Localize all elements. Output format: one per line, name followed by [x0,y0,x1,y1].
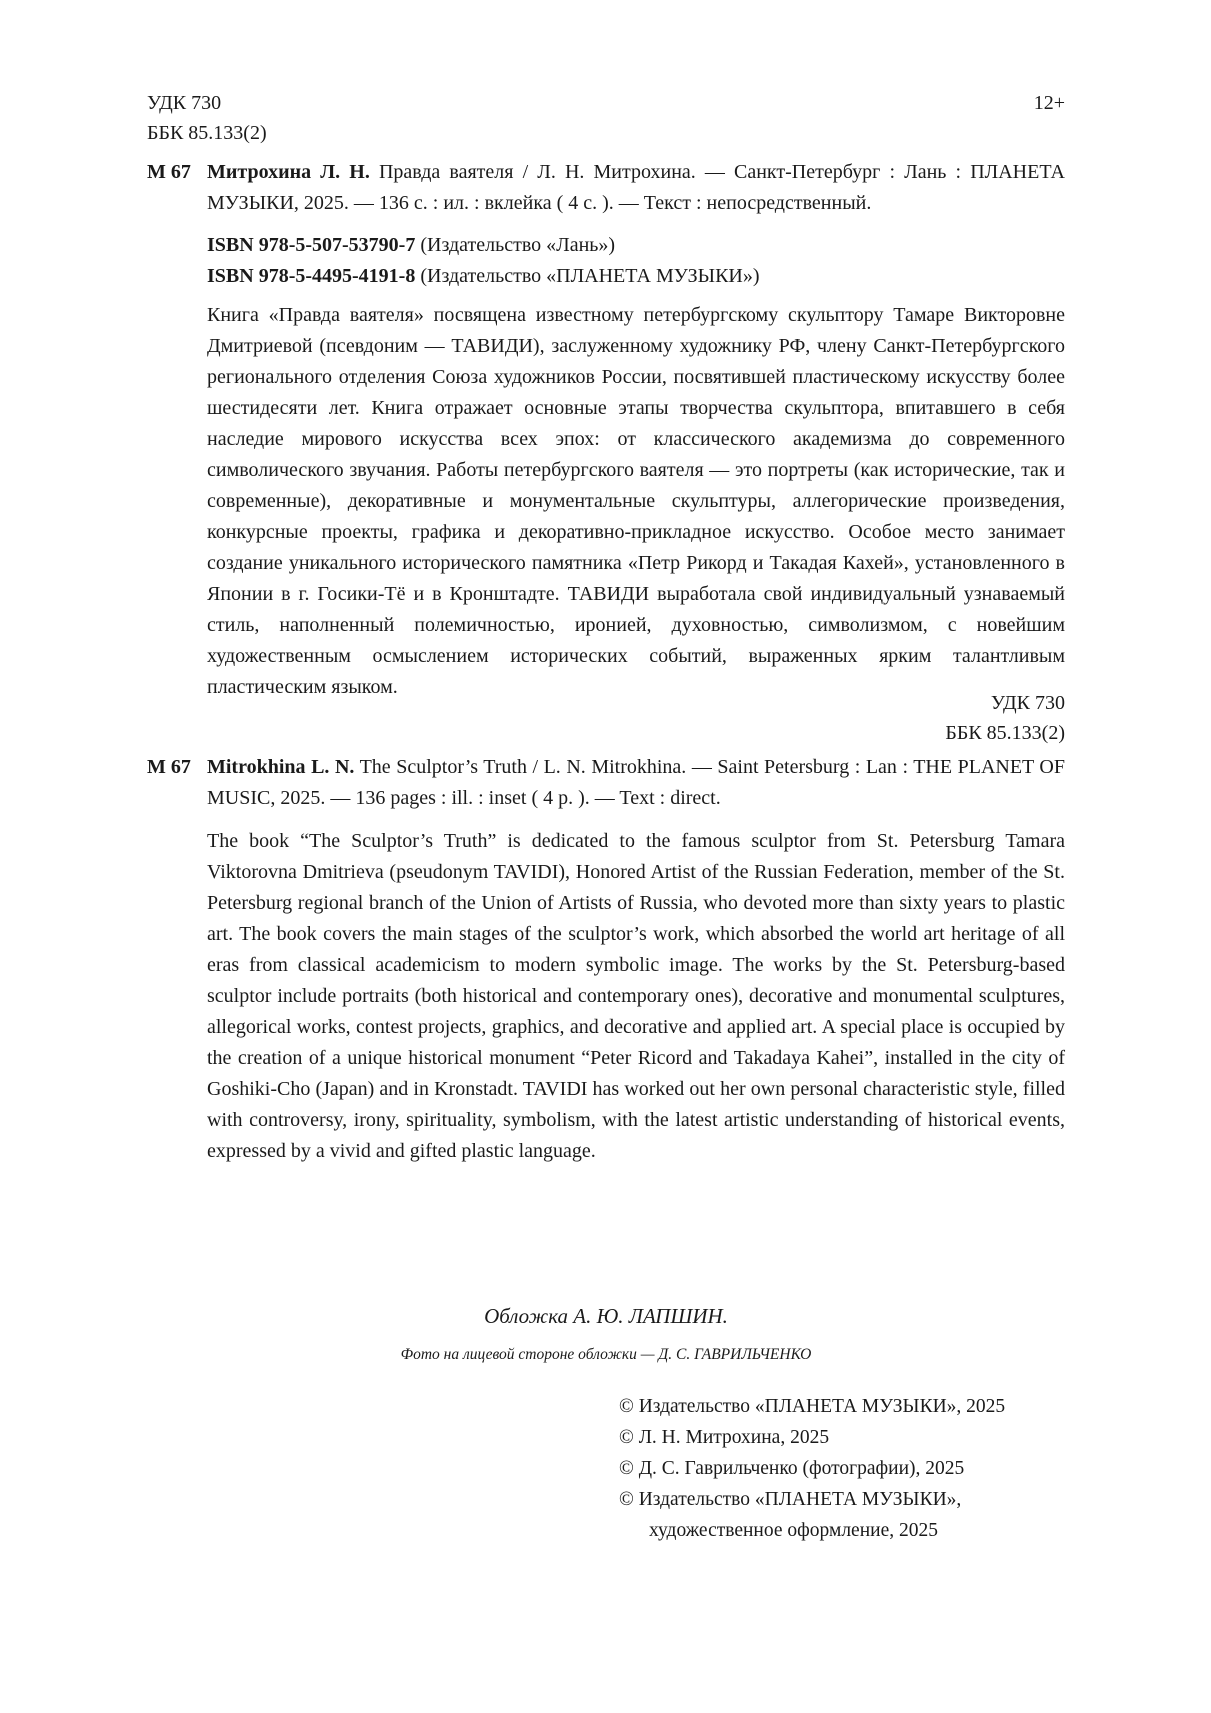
isbn-number: ISBN 978-5-507-53790-7 [207,234,416,256]
en-author-mark: М 67 [147,756,191,778]
classification-header [147,88,1065,148]
ru-classification-footer [765,688,1065,748]
en-bibliographic-record [147,752,1065,814]
ru-abstract: Книга «Правда ваятеля» посвящена известному петербургскому скульптору Тамаре Викторовне Дмитриевой (псевдоним — ТАВИДИ), заслуженному художнику РФ, члену Санкт-Петербургского регионального отделения Союза художников России, посвятившей пластическому искусству более шестидесяти лет. Книга отражает основные этапы творчества скульптора, впитавшего в себя наследие мирового искусства всех эпох: от классического академизма до современного символического звучания. Работы петербургского ваятеля — это портреты (как исторические, так и современные), декоративные и монументальные скульптуры, аллегорические произведения, конкурсные проекты, графика и декоративно-прикладное искусство. Особое место занимает создание уникального исторического памятника «Петр Рикорд и Такадая Кахей», установленного в Японии в г. Госики-Тё и в Кронштадте. ТАВИДИ выработала свой индивидуальный узнаваемый стиль, наполненный полемичностью, иронией, духовностью, символизмом, с новейшим художественным осмыслением исторических событий, выраженных ярким талантливым пластическим языком. [207,304,1065,698]
isbn-row [207,230,1065,261]
bbk-code: ББК 85.133(2) [147,122,267,144]
ru-author-mark: М 67 [147,161,191,183]
age-rating: 12+ [1033,92,1065,114]
copyright-line-continuation: художественное оформление, 2025 [649,1520,938,1541]
copyright-line: © Издательство «ПЛАНЕТА МУЗЫКИ», [619,1489,962,1510]
isbn-number: ISBN 978-5-4495-4191-8 [207,265,416,287]
ru-author: Митрохина Л. Н. [207,161,370,183]
ru-bibliographic-record [147,157,1065,219]
ru-bbk-code: ББК 85.133(2) [945,722,1065,744]
ru-record-text: Правда ваятеля / Л. Н. Митрохина. — Санкт-Петербург : Лань : ПЛАНЕТА МУЗЫКИ, 2025. — 136 с. : ил. : вклейка ( 4 с. ). — Текст : непосредственный. [207,161,1065,214]
en-abstract: The book “The Sculptor’s Truth” is dedicated to the famous sculptor from St. Petersburg Tamara Viktorovna Dmitrieva (pseudonym TAVIDI), Honored Artist of the Russian Federation, member of the St. Petersburg regional branch of the Union of Artists of Russia, who devoted more than sixty years to plastic art. The book covers the main stages of the sculptor’s work, which absorbed the world art heritage of all eras from classical academicism to modern symbolic image. The works by the St. Petersburg-based sculptor include portraits (both historical and contemporary ones), decorative and monumental sculptures, allegorical works, contest projects, graphics, and decorative and applied art. A special place is occupied by the creation of a unique historical monument “Peter Ricord and Takadaya Kahei”, installed in the city of Goshiki-Cho (Japan) and in Kronstadt. TAVIDI has worked out her own personal characteristic style, filled with controversy, irony, spirituality, symbolism, with the latest artistic understanding of historical events, expressed by a vivid and gifted plastic language. [207,830,1065,1162]
isbn-publisher: (Издательство «Лань») [420,234,616,256]
udk-code: УДК 730 [147,92,222,114]
copyright-line: © Издательство «ПЛАНЕТА МУЗЫКИ», 2025 [619,1396,1006,1417]
copyright-block [619,1391,1065,1546]
copyright-line: © Д. С. Гаврильченко (фотографии), 2025 [619,1458,965,1479]
copyright-line: © Л. Н. Митрохина, 2025 [619,1427,830,1448]
isbn-publisher: (Издательство «ПЛАНЕТА МУЗЫКИ») [420,265,760,287]
isbn-row [207,261,1065,292]
cover-credit: Обложка А. Ю. ЛАПШИН. [484,1304,728,1328]
isbn-block [207,230,1065,292]
en-author: Mitrokhina L. N. [207,756,355,778]
imprint-page [147,0,1065,1713]
ru-udk-code: УДК 730 [990,692,1065,714]
en-record-text: The Sculptor’s Truth / L. N. Mitrokhina. — Saint Petersburg : Lan : THE PLANET OF MUSIC, 2025. — 136 pages : ill. : inset ( 4 p. ). — Text : direct. [207,756,1066,809]
photo-credit: Фото на лицевой стороне обложки — Д. С. ГАВРИЛЬЧЕНКО [400,1346,812,1363]
